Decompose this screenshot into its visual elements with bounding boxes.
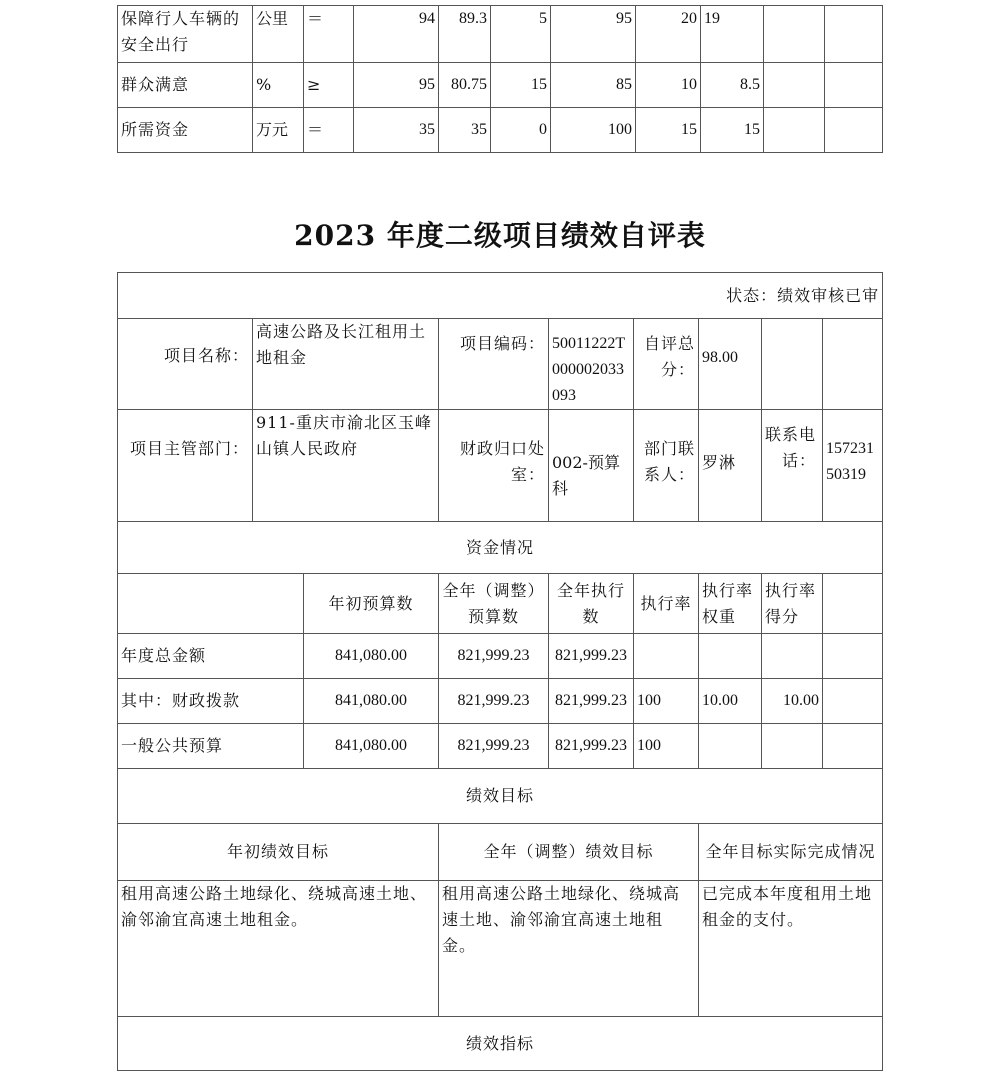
department-value: 911-重庆市渝北区玉峰山镇人民政府 (253, 410, 439, 522)
budget-value: 841,080.00 (304, 679, 439, 724)
indicator-value: 8.5 (701, 63, 764, 108)
indicator-name: 群众满意 (118, 63, 253, 108)
column-header: 执行率 (634, 574, 699, 634)
indicator-value: 94 (354, 6, 439, 63)
empty-cell (762, 319, 823, 410)
adjusted-value: 821,999.23 (439, 724, 549, 769)
indicator-continuation-table (117, 5, 883, 153)
empty-cell (823, 319, 883, 410)
indicator-unit: 公里 (253, 6, 304, 63)
table-row (118, 410, 883, 522)
indicator-value: 0 (491, 108, 551, 153)
budget-value: 841,080.00 (304, 724, 439, 769)
indicator-operator: ＝ (304, 6, 354, 63)
indicator-operator: ＝ (304, 108, 354, 153)
indicator-value: 15 (636, 108, 701, 153)
empty-cell (823, 634, 883, 679)
indicator-value: 100 (551, 108, 636, 153)
actual-completion-text: 已完成本年度租用土地租金的支付。 (699, 881, 883, 1017)
empty-cell (764, 6, 825, 63)
empty-cell (764, 63, 825, 108)
column-header: 年初预算数 (304, 574, 439, 634)
funds-row-label: 一般公共预算 (118, 724, 304, 769)
adjusted-value: 821,999.23 (439, 679, 549, 724)
empty-cell (825, 63, 883, 108)
indicator-value: 35 (439, 108, 491, 153)
column-header: 全年（调整）预算数 (439, 574, 549, 634)
table-row (118, 273, 883, 319)
funds-row-label: 其中：财政拨款 (118, 679, 304, 724)
indicator-value: 95 (551, 6, 636, 63)
finance-office-value: 002-预算科 (549, 410, 634, 522)
project-name-value: 高速公路及长江租用土地租金 (253, 319, 439, 410)
indicator-value: 15 (491, 63, 551, 108)
indicator-value: 10 (636, 63, 701, 108)
table-row (118, 881, 883, 1017)
indicator-unit: 万元 (253, 108, 304, 153)
executed-value: 821,999.23 (549, 724, 634, 769)
score-value (762, 634, 823, 679)
table-row (118, 824, 883, 881)
rate-value: 100 (634, 724, 699, 769)
indicator-value: 35 (354, 108, 439, 153)
project-code-value: 50011222T000002033093 (549, 319, 634, 410)
indicator-name: 保障行人车辆的安全出行 (118, 6, 253, 63)
column-header: 年初绩效目标 (118, 824, 439, 881)
weight-value (699, 724, 762, 769)
empty-cell (764, 108, 825, 153)
funds-row-label: 年度总金额 (118, 634, 304, 679)
indicator-value: 5 (491, 6, 551, 63)
indicators-section-heading: 绩效指标 (118, 1017, 883, 1071)
department-label: 项目主管部门： (118, 410, 253, 522)
empty-cell (825, 6, 883, 63)
table-row (118, 724, 883, 769)
column-header: 全年执行数 (549, 574, 634, 634)
table-row (118, 108, 883, 153)
empty-cell (118, 574, 304, 634)
weight-value (699, 634, 762, 679)
indicator-value: 20 (636, 6, 701, 63)
indicator-name: 所需资金 (118, 108, 253, 153)
contact-label: 部门联系人： (634, 410, 699, 522)
performance-self-evaluation-table (117, 272, 883, 1071)
empty-cell (823, 724, 883, 769)
self-score-value: 98.00 (699, 319, 762, 410)
status-badge: 状态：绩效审核已审 (118, 273, 883, 319)
executed-value: 821,999.23 (549, 634, 634, 679)
goals-section-heading: 绩效目标 (118, 769, 883, 824)
table-row (118, 522, 883, 574)
project-code-label: 项目编码： (439, 319, 549, 410)
contact-value: 罗淋 (699, 410, 762, 522)
page-title: 2023 年度二级项目绩效自评表 (294, 219, 706, 252)
weight-value: 10.00 (699, 679, 762, 724)
table-row (118, 6, 883, 63)
indicator-unit: % (253, 63, 304, 108)
rate-value: 100 (634, 679, 699, 724)
indicator-value: 19 (701, 6, 764, 63)
empty-cell (823, 679, 883, 724)
funds-section-heading: 资金情况 (118, 522, 883, 574)
table-row (118, 769, 883, 824)
indicator-value: 95 (354, 63, 439, 108)
budget-value: 841,080.00 (304, 634, 439, 679)
column-header: 执行率权重 (699, 574, 762, 634)
phone-label: 联系电话： (762, 410, 823, 522)
score-value: 10.00 (762, 679, 823, 724)
table-row (118, 1017, 883, 1071)
table-row (118, 63, 883, 108)
empty-cell (823, 574, 883, 634)
indicator-operator: ≥ (304, 63, 354, 108)
indicator-value: 80.75 (439, 63, 491, 108)
score-value (762, 724, 823, 769)
indicator-value: 85 (551, 63, 636, 108)
indicator-value: 15 (701, 108, 764, 153)
column-header: 全年（调整）绩效目标 (439, 824, 699, 881)
initial-goal-text: 租用高速公路土地绿化、绕城高速土地、渝邻渝宜高速土地租金。 (118, 881, 439, 1017)
empty-cell (825, 108, 883, 153)
table-row (118, 679, 883, 724)
project-name-label: 项目名称： (118, 319, 253, 410)
table-row (118, 634, 883, 679)
rate-value (634, 634, 699, 679)
adjusted-value: 821,999.23 (439, 634, 549, 679)
column-header: 全年目标实际完成情况 (699, 824, 883, 881)
executed-value: 821,999.23 (549, 679, 634, 724)
phone-value: 15723150319 (823, 410, 883, 522)
adjusted-goal-text: 租用高速公路土地绿化、绕城高速土地、渝邻渝宜高速土地租金。 (439, 881, 699, 1017)
table-row (118, 574, 883, 634)
finance-office-label: 财政归口处室： (439, 410, 549, 522)
self-score-label: 自评总分： (634, 319, 699, 410)
indicator-value: 89.3 (439, 6, 491, 63)
column-header: 执行率得分 (762, 574, 823, 634)
table-row (118, 319, 883, 410)
